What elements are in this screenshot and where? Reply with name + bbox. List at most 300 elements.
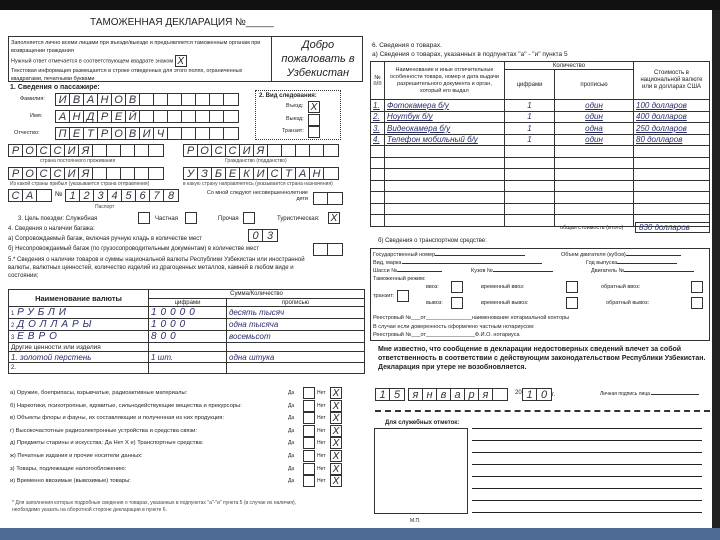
no-checkbox[interactable]: X bbox=[330, 412, 342, 424]
goods-digits: 1 bbox=[505, 111, 555, 123]
make-field[interactable] bbox=[402, 263, 542, 264]
bottom-bar bbox=[0, 528, 720, 540]
yes-checkbox[interactable] bbox=[303, 412, 315, 424]
purpose-tourist-label: Туристическая: bbox=[277, 216, 320, 222]
intro-line: Заполняется лично всеми лицами при въезде/выезде и предъявляется таможенным органам при возвращении граждания bbox=[11, 40, 261, 54]
table-row bbox=[371, 203, 710, 215]
goods-value: 100 долларов bbox=[634, 100, 710, 112]
transit-regime-label: транзит: bbox=[373, 293, 395, 299]
letter-cell: Е bbox=[70, 128, 84, 139]
empty-cell bbox=[505, 157, 555, 169]
goods-name: Видеокамера б/у bbox=[385, 123, 505, 135]
letter-cell: И bbox=[254, 168, 268, 179]
letter-cell: н bbox=[423, 389, 437, 400]
name-field[interactable] bbox=[55, 110, 239, 123]
question-text: а) Оружие, боеприпасы, взрывчатые, радиоактивные материалы: bbox=[10, 390, 188, 396]
goods-words: один bbox=[555, 111, 634, 123]
letter-cell: р bbox=[465, 389, 479, 400]
table-row bbox=[371, 146, 710, 158]
letter-cell bbox=[224, 94, 238, 105]
empty-cell bbox=[385, 215, 505, 227]
table-row bbox=[371, 180, 710, 192]
letter-cell: я bbox=[479, 389, 493, 400]
letter-cell: я bbox=[409, 389, 423, 400]
sample-mark: X bbox=[175, 55, 187, 67]
stamp-box bbox=[374, 428, 468, 514]
signature-field[interactable] bbox=[651, 394, 699, 395]
temp-import-label: временный ввоз: bbox=[481, 284, 525, 290]
no-label: Нет bbox=[317, 478, 326, 485]
yes-label: Да bbox=[288, 427, 295, 434]
section6-heading: 6. Сведения о товарах. bbox=[372, 42, 442, 49]
empty-cell bbox=[555, 157, 634, 169]
letter-cell: 1 bbox=[66, 190, 80, 201]
no-checkbox[interactable]: X bbox=[330, 450, 342, 462]
engine-number-field[interactable] bbox=[624, 271, 694, 272]
chassis-label: Шасси № bbox=[373, 268, 398, 274]
letter-cell: Т bbox=[84, 128, 98, 139]
letter-cell bbox=[154, 94, 168, 105]
letter-cell: 6 bbox=[136, 190, 150, 201]
letter-cell: 5 bbox=[393, 389, 401, 401]
letter-cell: Е bbox=[112, 111, 126, 122]
letter-cell: Т bbox=[282, 168, 296, 179]
empty-cell bbox=[505, 192, 555, 204]
valuable-digits: 1 шт. bbox=[149, 352, 227, 363]
export-label: вывоз: bbox=[426, 300, 443, 306]
yes-checkbox[interactable] bbox=[303, 463, 315, 475]
letter-cell bbox=[140, 111, 154, 122]
letter-cell: И bbox=[240, 145, 254, 156]
letter-cell bbox=[210, 94, 224, 105]
no-label: Нет bbox=[317, 402, 326, 409]
registry-line: Реестровый №___от_______________наименование нотариальной конторы bbox=[373, 315, 570, 321]
entry-label: Въезд: bbox=[286, 103, 304, 109]
empty-cell bbox=[555, 203, 634, 215]
letter-cell: С bbox=[37, 168, 51, 179]
destination-country-caption: в какую страну направляетесь (указывается страна назначения) bbox=[183, 181, 333, 187]
yes-label: Да bbox=[288, 390, 295, 396]
yes-checkbox[interactable] bbox=[303, 450, 315, 462]
no-checkbox[interactable]: X bbox=[330, 437, 342, 449]
letter-cell: О bbox=[198, 145, 212, 156]
service-line[interactable] bbox=[472, 512, 702, 513]
letter-cell: Я bbox=[254, 145, 268, 156]
letter-cell bbox=[182, 128, 196, 139]
export-checkbox[interactable] bbox=[451, 297, 463, 309]
letter-cell: Н bbox=[310, 168, 324, 179]
other-valuables-heading: Другие ценности или изделия bbox=[9, 343, 149, 352]
letter-cell: 4 bbox=[108, 190, 122, 201]
intro-line-text: Нужный ответ отмечается в соответствующем квадрате знаком bbox=[11, 58, 174, 65]
currency-words: одна тысяча bbox=[227, 319, 365, 331]
unaccompanied-baggage-label: б) Несопровождаемый багаж (по грузосопроводительным документам) в количестве мест bbox=[8, 246, 260, 252]
letter-cell bbox=[107, 145, 121, 156]
letter-cell: В bbox=[126, 94, 140, 105]
cut-line bbox=[375, 410, 710, 412]
temp-import-checkbox[interactable] bbox=[566, 281, 578, 293]
passport-series-field[interactable] bbox=[8, 189, 52, 202]
yes-label: Да bbox=[288, 453, 295, 459]
registry-line-2: Реестровый №___от________________Ф.И.О. нотариуса bbox=[373, 332, 520, 338]
purpose-official-checkbox[interactable] bbox=[138, 212, 150, 224]
empty-cell bbox=[385, 203, 505, 215]
letter-cell: А bbox=[23, 190, 37, 201]
date-suffix: г. bbox=[552, 392, 556, 398]
baggage-heading: 4. Сведения о наличии багажа: bbox=[8, 226, 95, 232]
table-row bbox=[371, 123, 710, 135]
purpose-other-checkbox[interactable] bbox=[243, 212, 255, 224]
goods-question-row bbox=[10, 400, 345, 412]
table-row bbox=[371, 134, 710, 146]
question-text: и) Временно ввозимые (вывозимые) товары: bbox=[10, 478, 131, 485]
empty-cell bbox=[385, 180, 505, 192]
citizenship-field[interactable] bbox=[183, 144, 339, 157]
letter-cell: Н bbox=[70, 111, 84, 122]
goods-name: Фотокамера б/у bbox=[385, 100, 505, 112]
body-field[interactable] bbox=[493, 271, 553, 272]
total-value: 830 долларов bbox=[635, 222, 710, 233]
exit-checkbox[interactable] bbox=[308, 114, 320, 126]
letter-cell: З bbox=[198, 168, 212, 179]
letter-cell bbox=[140, 94, 154, 105]
currency-words: восемьсот bbox=[227, 331, 365, 343]
number-header: № п/п bbox=[371, 62, 385, 100]
passport-number-field[interactable] bbox=[65, 189, 179, 202]
question-text: г) Высокочастотные радиоэлектронные устройства и средства связи: bbox=[10, 427, 197, 434]
right-edge bbox=[712, 10, 720, 528]
reg-number-field[interactable] bbox=[435, 255, 525, 256]
empty-cell bbox=[634, 157, 710, 169]
no-checkbox[interactable]: X bbox=[330, 425, 342, 437]
no-checkbox[interactable]: X bbox=[330, 475, 342, 487]
goods-question-row bbox=[10, 450, 345, 462]
letter-cell: А bbox=[56, 111, 70, 122]
letter-cell bbox=[328, 244, 342, 255]
departure-country-field[interactable] bbox=[8, 167, 164, 180]
date-month-field[interactable] bbox=[408, 388, 508, 401]
letter-cell: 8 bbox=[167, 190, 175, 202]
liability-statement: Мне известно, что сообщение в декларации недостоверных сведений влечет за собой ответственность в соответствии с действующим законодательством Республики Узбекистан. Декларация при утере не возобновляется. bbox=[378, 346, 706, 371]
letter-cell bbox=[224, 111, 238, 122]
letter-cell: О bbox=[23, 145, 37, 156]
empty-cell bbox=[505, 180, 555, 192]
letter-cell: Я bbox=[79, 145, 93, 156]
transit-label: Транзит: bbox=[282, 128, 304, 134]
letter-cell bbox=[324, 168, 338, 179]
name-label: Имя: bbox=[30, 113, 43, 119]
letter-cell: Б bbox=[212, 168, 226, 179]
no-label: Нет bbox=[317, 465, 326, 472]
letter-cell: в bbox=[437, 389, 451, 400]
letter-cell: С bbox=[37, 145, 51, 156]
service-line[interactable] bbox=[472, 500, 702, 501]
table-row bbox=[9, 307, 365, 319]
letter-cell: Р bbox=[184, 145, 198, 156]
temp-export-checkbox[interactable] bbox=[566, 297, 578, 309]
year-field[interactable] bbox=[617, 263, 677, 264]
empty-cell bbox=[371, 157, 385, 169]
letter-cell bbox=[121, 168, 135, 179]
passport-number-label: № bbox=[55, 191, 63, 198]
letter-cell: В bbox=[70, 94, 84, 105]
goods-digits: 1 bbox=[505, 134, 555, 146]
country-residence-field[interactable] bbox=[8, 144, 164, 157]
empty-cell bbox=[371, 169, 385, 181]
letter-cell bbox=[121, 145, 135, 156]
letter-cell: П bbox=[56, 128, 70, 139]
service-line[interactable] bbox=[472, 476, 702, 477]
letter-cell bbox=[135, 168, 149, 179]
goods-n: 2. bbox=[371, 111, 385, 123]
letter-cell: а bbox=[451, 389, 465, 400]
letter-cell: С bbox=[51, 145, 65, 156]
welcome-text: Добро пожаловать в Узбекистан bbox=[271, 36, 364, 82]
goods-words: одна bbox=[555, 123, 634, 135]
letter-cell bbox=[196, 111, 210, 122]
goods-value: 80 долларов bbox=[634, 134, 710, 146]
transit-checkbox[interactable] bbox=[308, 126, 320, 138]
valuable-name: 2. bbox=[9, 363, 149, 374]
currency-words: десять тысяч bbox=[227, 307, 365, 319]
letter-cell bbox=[210, 111, 224, 122]
letter-cell bbox=[282, 145, 296, 156]
valuable-words: одна штука bbox=[227, 352, 365, 363]
currency-name: ЕВРО bbox=[17, 331, 61, 342]
currency-digits: 10000 bbox=[149, 307, 227, 319]
letter-cell: С bbox=[9, 190, 23, 201]
entry-checkbox[interactable]: X bbox=[308, 101, 320, 113]
empty-cell bbox=[505, 146, 555, 158]
goods-question-row bbox=[10, 425, 345, 437]
letter-cell: 1 bbox=[376, 389, 390, 400]
empty-cell bbox=[634, 146, 710, 158]
top-bar bbox=[0, 0, 720, 10]
intro-box bbox=[8, 36, 363, 82]
letter-cell: Е bbox=[226, 168, 240, 179]
no-checkbox[interactable]: X bbox=[330, 387, 342, 399]
citizenship-caption: Гражданство (подданство) bbox=[225, 158, 287, 164]
transport-heading: б) Сведения о транспортном средстве: bbox=[378, 238, 487, 244]
goods-question-row bbox=[10, 463, 345, 475]
signature-label: Личная подпись лица bbox=[600, 391, 650, 397]
letter-cell: И bbox=[65, 145, 79, 156]
letter-cell: 0 bbox=[249, 230, 263, 241]
letter-cell bbox=[296, 145, 310, 156]
purpose-tourist-checkbox[interactable]: X bbox=[328, 212, 340, 224]
valuable-name: 1. золотой перстень bbox=[9, 352, 149, 363]
no-checkbox[interactable]: X bbox=[330, 463, 342, 475]
service-line[interactable] bbox=[472, 488, 702, 489]
import-label: ввоз: bbox=[426, 284, 439, 290]
letter-cell bbox=[107, 168, 121, 179]
letter-cell: К bbox=[240, 168, 254, 179]
table-row bbox=[9, 363, 365, 374]
qty-digits-header: цифрами bbox=[505, 70, 555, 100]
passport-caption: Паспорт bbox=[95, 204, 115, 210]
empty-cell bbox=[555, 180, 634, 192]
letter-cell: О bbox=[23, 168, 37, 179]
reimport-checkbox[interactable] bbox=[691, 281, 703, 293]
service-line[interactable] bbox=[472, 440, 702, 441]
letter-cell bbox=[168, 94, 182, 105]
yes-checkbox[interactable] bbox=[303, 475, 315, 487]
empty-cell bbox=[634, 169, 710, 181]
currency-name: ДОЛЛАРЫ bbox=[17, 319, 96, 330]
goods-value: 250 долларов bbox=[634, 123, 710, 135]
body-label: Кузов № bbox=[471, 268, 493, 274]
goods-n: 3. bbox=[371, 123, 385, 135]
service-line[interactable] bbox=[472, 452, 702, 453]
no-label: Нет bbox=[317, 453, 326, 459]
letter-cell: Й bbox=[126, 111, 140, 122]
goods-name: Ноутбук б/у bbox=[385, 111, 505, 123]
destination-country-field[interactable] bbox=[183, 167, 339, 180]
letter-cell bbox=[37, 190, 51, 201]
make-label: Вид, марка bbox=[373, 260, 402, 266]
purpose-other-label: Прочая bbox=[218, 216, 239, 222]
purpose-label: 3. Цель поездки: Служебная bbox=[18, 216, 98, 222]
goods-name: Телефон мобильный б/у bbox=[385, 134, 505, 146]
letter-cell: О bbox=[112, 128, 126, 139]
letter-cell: И bbox=[140, 128, 154, 139]
date-day-field[interactable] bbox=[375, 388, 405, 401]
accompanied-count-field[interactable] bbox=[248, 229, 278, 242]
yes-checkbox[interactable] bbox=[303, 387, 315, 399]
table-row bbox=[371, 100, 710, 112]
question-text: б) Наркотики, психотропные, ядовитые, сильнодействующие вещества и прекурсоры: bbox=[10, 402, 242, 409]
transit-regime-checkbox[interactable] bbox=[397, 290, 409, 302]
empty-cell bbox=[505, 215, 555, 227]
section5-text: 5.* Сведения о наличии товаров и суммы национальной валюты Республики Узбекистан или иностранной валюты, валютных ценностей, количество изделий из драгоценных металлов, камней в любом виде и состоянии; bbox=[8, 257, 305, 279]
yes-checkbox[interactable] bbox=[303, 400, 315, 412]
empty-cell bbox=[385, 146, 505, 158]
goods-question-row bbox=[10, 387, 345, 399]
children-count-field[interactable] bbox=[313, 192, 343, 205]
question-text: д) Предметы старины и искусства: Да Нет X е) Транспортные средства: bbox=[10, 440, 204, 447]
empty-cell bbox=[371, 203, 385, 215]
letter-cell bbox=[154, 111, 168, 122]
no-label: Нет bbox=[317, 427, 326, 434]
reexport-checkbox[interactable] bbox=[691, 297, 703, 309]
goods-name-header: Наименование и иные отличительные особенности товара, номер и дата выдачи разрешительного документа и орган, который его выдал bbox=[385, 62, 505, 100]
letter-cell bbox=[196, 128, 210, 139]
yes-label: Да bbox=[288, 478, 295, 485]
letter-cell: Д bbox=[84, 111, 98, 122]
currency-table bbox=[8, 289, 365, 374]
purpose-private-checkbox[interactable] bbox=[185, 212, 197, 224]
quantity-header: Количество bbox=[505, 62, 634, 70]
yes-checkbox[interactable] bbox=[303, 437, 315, 449]
letter-cell: И bbox=[56, 94, 70, 105]
passenger-heading: 1. Сведения о пассажире: bbox=[10, 84, 100, 91]
goods-n: 1. bbox=[371, 100, 385, 112]
engine-volume-label: Объем двигателя (кубсм) bbox=[561, 252, 626, 258]
letter-cell bbox=[210, 128, 224, 139]
empty-cell bbox=[371, 192, 385, 204]
regime-label: Таможенный режим: bbox=[373, 276, 426, 282]
letter-cell: Р bbox=[98, 111, 112, 122]
temp-export-label: временный вывоз: bbox=[481, 300, 529, 306]
patronymic-field[interactable] bbox=[55, 127, 239, 140]
letter-cell bbox=[324, 145, 338, 156]
amount-header: Сумма/Количество bbox=[149, 290, 365, 299]
letter-cell bbox=[196, 94, 210, 105]
empty-cell bbox=[385, 192, 505, 204]
digits-header: цифрами bbox=[149, 299, 227, 307]
letter-cell: 0 bbox=[540, 389, 548, 401]
letter-cell bbox=[149, 168, 163, 179]
words-header: прописью bbox=[227, 299, 365, 307]
letter-cell: Р bbox=[9, 145, 23, 156]
reg-number-label: Государственный номер bbox=[373, 252, 436, 258]
goods-words: один bbox=[555, 100, 634, 112]
letter-cell bbox=[168, 111, 182, 122]
letter-cell bbox=[135, 145, 149, 156]
purpose-private-label: Частная bbox=[155, 216, 178, 222]
empty-cell bbox=[505, 203, 555, 215]
empty-cell bbox=[505, 169, 555, 181]
letter-cell: 2 bbox=[80, 190, 94, 201]
goods-question-row bbox=[10, 475, 345, 487]
no-checkbox[interactable]: X bbox=[330, 400, 342, 412]
question-text: з) Товары, подлежащие налогообложению: bbox=[10, 465, 127, 472]
letter-cell: С bbox=[226, 145, 240, 156]
letter-cell: В bbox=[126, 128, 140, 139]
no-label: Нет bbox=[317, 415, 326, 422]
currency-name: РУБЛИ bbox=[17, 307, 70, 318]
yes-label: Да bbox=[288, 440, 295, 447]
letter-cell bbox=[314, 244, 328, 255]
letter-cell: И bbox=[65, 168, 79, 179]
empty-cell bbox=[634, 203, 710, 215]
empty-cell bbox=[371, 146, 385, 158]
empty-cell bbox=[371, 215, 385, 227]
service-line[interactable] bbox=[472, 428, 702, 429]
service-line[interactable] bbox=[472, 464, 702, 465]
letter-cell: С bbox=[51, 168, 65, 179]
surname-field[interactable] bbox=[55, 93, 239, 106]
import-checkbox[interactable] bbox=[451, 281, 463, 293]
yes-checkbox[interactable] bbox=[303, 425, 315, 437]
date-year-field[interactable] bbox=[522, 388, 552, 401]
currency-digits: 1000 bbox=[149, 319, 227, 331]
currency-digits: 800 bbox=[149, 331, 227, 343]
unaccompanied-count-field[interactable] bbox=[313, 243, 343, 256]
question-text: ж) Печатные издания и прочие носители данных: bbox=[10, 453, 143, 459]
intro-line bbox=[11, 55, 269, 67]
section6-subheading: а) Сведения о товарах, указанных в подпунктах "а" - "и" пункта 5 bbox=[372, 51, 568, 58]
letter-cell: О bbox=[112, 94, 126, 105]
table-row bbox=[371, 157, 710, 169]
no-label: Нет bbox=[317, 390, 326, 396]
goods-value: 400 долларов bbox=[634, 111, 710, 123]
reexport-label: обратный вывоз: bbox=[606, 300, 650, 306]
letter-cell bbox=[493, 389, 507, 400]
letter-cell: 3 bbox=[94, 190, 108, 201]
footnote: * Для заполнения которых подробные сведения о товарах, указанных в подпунктах "а"-"и" пункта 5 (в случае их наличия), необходимо указать на оборотной стороне декларации в пункте 6. bbox=[12, 500, 297, 513]
row-number: 3 bbox=[11, 335, 15, 341]
engine-volume-field[interactable] bbox=[626, 255, 681, 256]
stamp-label: М.П. bbox=[410, 518, 421, 524]
empty-cell bbox=[385, 157, 505, 169]
empty-cell bbox=[555, 169, 634, 181]
letter-cell: Ч bbox=[154, 128, 168, 139]
reimport-label: обратный ввоз: bbox=[601, 284, 641, 290]
row-number: 1 bbox=[11, 311, 15, 317]
chassis-field[interactable] bbox=[397, 271, 442, 272]
letter-cell bbox=[149, 145, 163, 156]
